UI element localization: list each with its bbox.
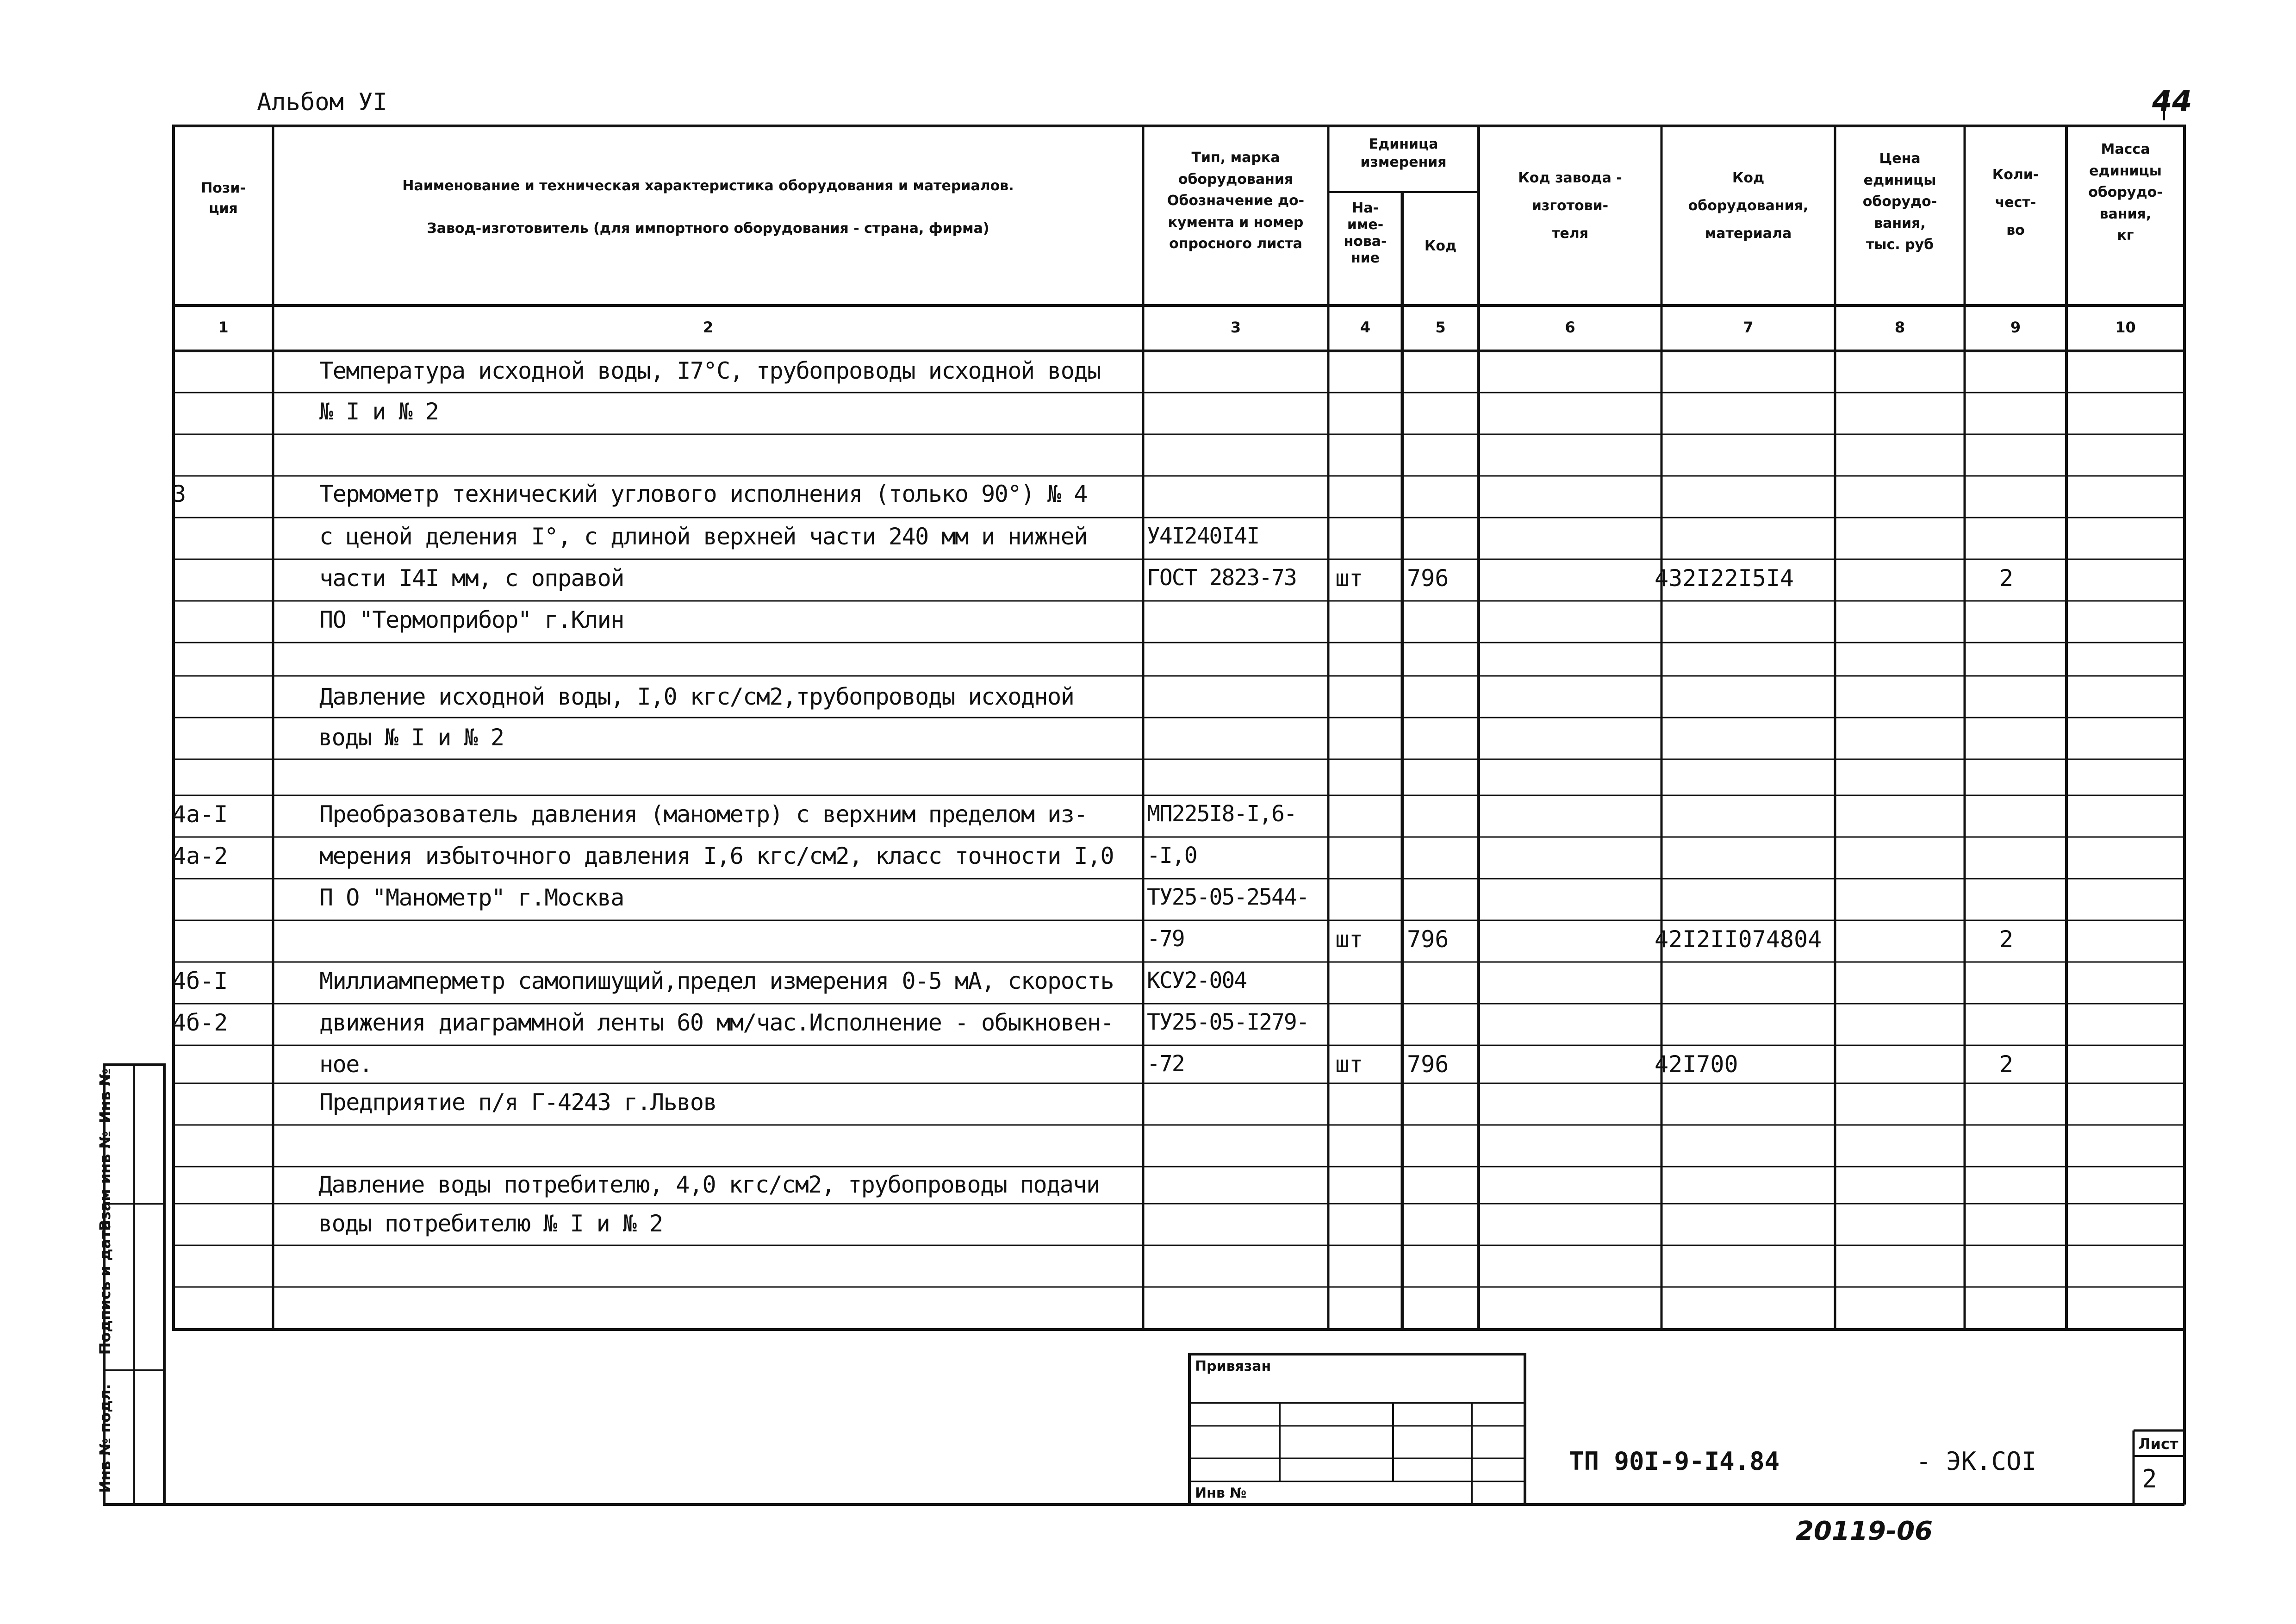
sheet-label: Лист (2138, 1435, 2178, 1453)
header-name-line1: Наименование и техническая характеристика оборудования и материалов. (402, 178, 1014, 194)
cell-eq-code: 432I22I5I4 (1655, 565, 1794, 592)
cell-name: с ценой деления I°, с длиной верхней части 240 мм и нижней (319, 523, 1087, 550)
colnum-1: 1 (218, 319, 229, 336)
cell-position: 4б-I (172, 968, 228, 994)
cell-name: Давление воды потребителю, 4,0 кгс/см2, трубопроводы подачи (318, 1171, 1100, 1198)
cell-name: Температура исходной воды, I7°С, трубопроводы исходной воды (319, 357, 1101, 384)
cell-position: 3 (172, 481, 187, 507)
cell-name: Миллиамперметр самопишущий,предел измерения 0-5 мА, скорость (319, 968, 1114, 994)
cell-type: ТУ25-05-2544- (1147, 884, 1309, 910)
cell-name: части I4I мм, с оправой (319, 565, 624, 592)
header-mass: Масса единицы оборудо- вания, кг (2088, 141, 2163, 244)
cell-type: МП225I8-I,6- (1147, 801, 1296, 827)
colnum-3: 3 (1230, 319, 1241, 336)
cell-type: -72 (1147, 1051, 1184, 1077)
cell-unit: шт (1335, 565, 1363, 592)
sheet-number: 2 (2142, 1464, 2157, 1493)
cell-unit-code: 796 (1407, 565, 1449, 592)
colnum-2: 2 (703, 319, 714, 336)
cell-type: -I,0 (1147, 843, 1197, 868)
side-stamp-inv-podl: Инв № подл. (96, 1384, 114, 1493)
stamp-inv-no: Инв № (1195, 1485, 1247, 1501)
cell-name: П О "Манометр" г.Москва (319, 884, 624, 911)
sheet-corner-number: 44 (2152, 84, 2192, 118)
colnum-10: 10 (2115, 319, 2136, 336)
cell-name: Давление исходной воды, I,0 кгс/см2,трубопроводы исходной (319, 683, 1074, 710)
colnum-8: 8 (1894, 319, 1905, 336)
cell-unit-code: 796 (1407, 926, 1449, 953)
cell-name: движения диаграммной ленты 60 мм/час.Исполнение - обыкновен- (319, 1009, 1114, 1036)
colnum-7: 7 (1743, 319, 1754, 336)
cell-name: № I и № 2 (319, 398, 439, 425)
cell-position: 4а-I (172, 801, 228, 828)
side-stamp-signature-date: Подпись и дата (96, 1220, 114, 1355)
cell-name: Термометр технический углового исполнения (только 90°) № 4 (319, 481, 1087, 507)
header-unit-code: Код (1424, 238, 1457, 254)
cell-unit-code: 796 (1407, 1051, 1449, 1078)
cell-type: -79 (1147, 926, 1184, 952)
cell-quantity: 2 (1999, 565, 2014, 592)
side-stamp-inv: Инв № (96, 1068, 114, 1124)
document-code: - ЭК.СОI (1916, 1447, 2037, 1476)
colnum-6: 6 (1565, 319, 1575, 336)
cell-type: КСУ2-004 (1147, 968, 1247, 993)
cell-unit: шт (1335, 926, 1363, 953)
cell-name: воды потребителю № I и № 2 (318, 1210, 663, 1237)
album-label: Альбом УI (257, 88, 387, 116)
header-name-line2: Завод-изготовитель (для импортного оборудования - страна, фирма) (427, 220, 989, 237)
header-eq-code: Код оборудования, материала (1688, 170, 1809, 242)
header-mfr-code: Код завода - изготови- теля (1518, 170, 1622, 242)
cell-name: ПО "Термоприбор" г.Клин (319, 606, 624, 633)
cell-name: мерения избыточного давления I,6 кгс/см2, класс точности I,0 (319, 843, 1114, 869)
archive-number: 20119-06 (1796, 1516, 1933, 1546)
cell-type: ТУ25-05-I279- (1147, 1009, 1309, 1035)
cell-name: Преобразователь давления (манометр) с верхним пределом из- (319, 801, 1087, 828)
document-designation: ТП 90I-9-I4.84 (1569, 1447, 1780, 1476)
stamp-privyazan: Привязан (1195, 1358, 1271, 1374)
header-quantity: Коли- чест- во (1992, 167, 2039, 238)
header-type: Тип, марка оборудования Обозначение до- кумента и номер опросного листа (1167, 150, 1305, 252)
cell-unit: шт (1335, 1051, 1363, 1078)
colnum-9: 9 (2010, 319, 2021, 336)
cell-position: 4а-2 (172, 843, 228, 869)
cell-eq-code: 42I700 (1655, 1051, 1738, 1078)
side-stamp-vzam-inv: Взам инв № (96, 1131, 114, 1231)
cell-position: 4б-2 (172, 1009, 228, 1036)
cell-name: воды № I и № 2 (318, 724, 504, 751)
cell-type: У4I240I4I (1147, 523, 1259, 549)
cell-quantity: 2 (1999, 1051, 2014, 1078)
header-position: Пози- ция (201, 180, 246, 217)
cell-type: ГОСТ 2823-73 (1147, 565, 1296, 591)
header-price: Цена единицы оборудо- вания, тыс. руб (1862, 150, 1937, 253)
colnum-4: 4 (1360, 319, 1371, 336)
cell-name: Предприятие п/я Г-4243 г.Львов (319, 1089, 717, 1116)
cell-eq-code: 42I2II074804 (1655, 926, 1822, 953)
header-unit-group: Единица измерения (1360, 136, 1447, 170)
cell-quantity: 2 (1999, 926, 2014, 953)
cell-name: ное. (319, 1051, 373, 1078)
header-unit-name: На- име- нова- ние (1344, 200, 1387, 266)
colnum-5: 5 (1435, 319, 1446, 336)
